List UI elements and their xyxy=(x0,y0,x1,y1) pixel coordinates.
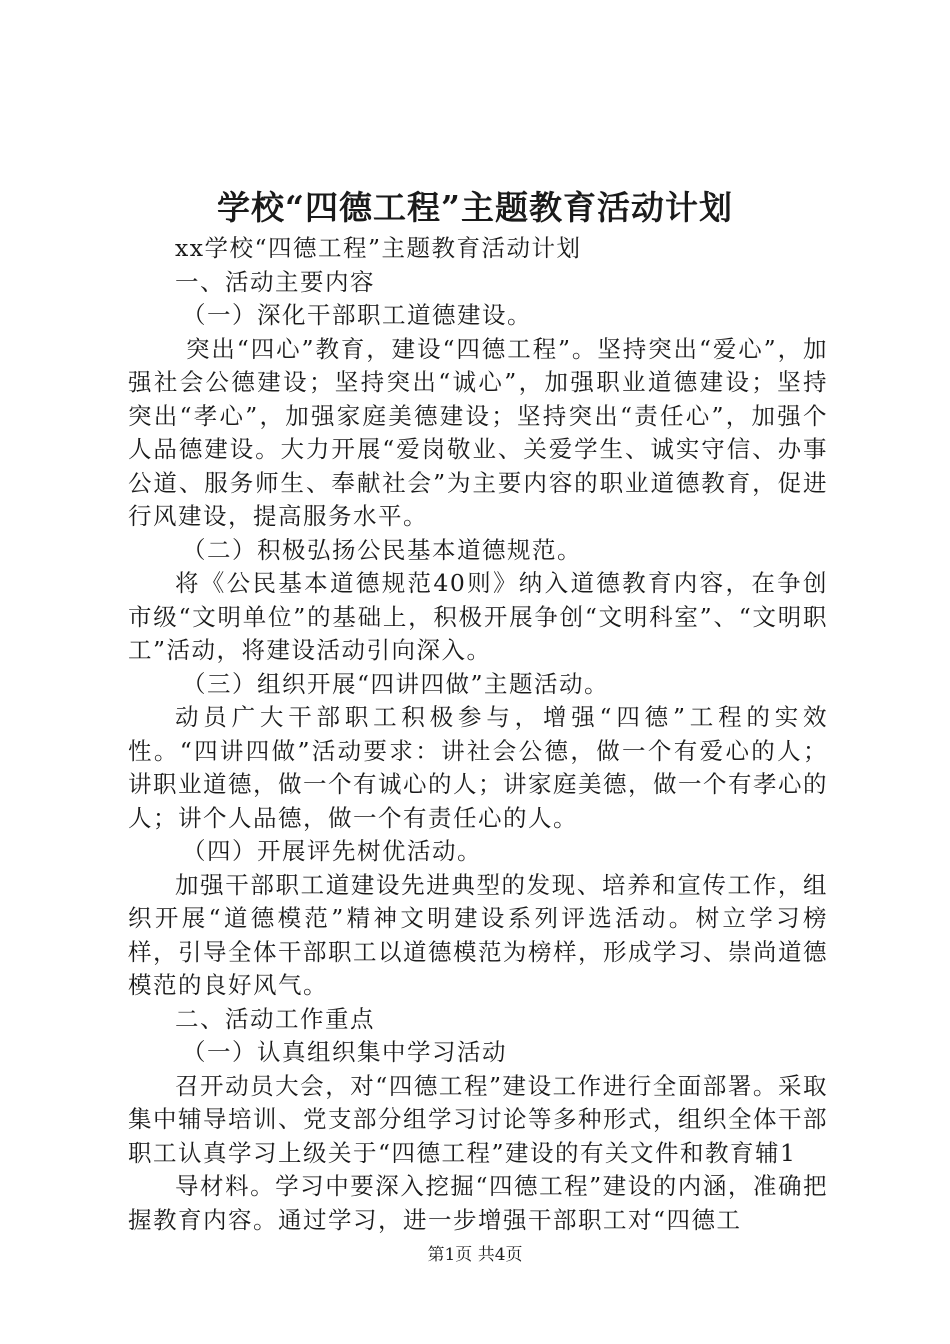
section-heading: 一、活动主要内容 xyxy=(175,267,375,296)
document-title: 学校“四德工程”主题教育活动计划 xyxy=(217,188,733,227)
paragraph: 导材料。学习中要深入挖掘“四德工程”建设的内涵，准确把握教育内容。通过学习，进一步增强干部职工对“四德工 xyxy=(128,1172,828,1234)
document-body xyxy=(128,232,828,1237)
subsection-heading: （一）认真组织集中学习活动 xyxy=(182,1038,507,1066)
paragraph: 动员广大干部职工积极参与，增强“四德”工程的实效性。“四讲四做”活动要求：讲社会公德，做一个有爱心的人；讲职业道德，做一个有诚心的人；讲家庭美德，做一个有孝心的人；讲个人品德，做一个有责任心的人。 xyxy=(128,703,828,832)
paragraph: 召开动员大会，对“四德工程”建设工作进行全面部署。采取集中辅导培训、党支部分组学习讨论等多种形式，组织全体干部职工认真学习上级关于“四德工程”建设的有关文件和教育辅1 xyxy=(128,1071,828,1167)
paragraph: 加强干部职工道建设先进典型的发现、培养和宣传工作，组织开展“道德模范”精神文明建设系列评选活动。树立学习榜样，引导全体干部职工以道德模范为榜样，形成学习、崇尚道德模范的良好风气。 xyxy=(128,870,828,999)
subsection-heading: （四）开展评先树优活动。 xyxy=(182,837,482,865)
subsection-heading: （二）积极弘扬公民基本道德规范。 xyxy=(182,535,582,564)
body-heading: xx学校“四德工程”主题教育活动计划 xyxy=(175,234,582,262)
subsection-heading: （三）组织开展“四讲四做”主题活动。 xyxy=(182,669,610,698)
section-heading: 二、活动工作重点 xyxy=(175,1004,375,1033)
paragraph: 将《公民基本道德规范40则》纳入道德教育内容，在争创市级“文明单位”的基础上，积极开展争创“文明科室”、“文明职工”活动，将建设活动引向深入。 xyxy=(128,569,828,664)
subsection-heading: （一）深化干部职工道德建设。 xyxy=(182,301,532,329)
paragraph: 突出“四心”教育，建设“四德工程”。坚持突出“爱心”，加强社会公德建设；坚持突出“诚心”，加强职业道德建设；坚持突出“孝心”，加强家庭美德建设；坚持突出“责任心”，加强个人品德建设。大力开展“爱岗敬业、关爱学生、诚实守信、办事公道、服务师生、奉献社会”为主要内容的职业道德教育，促进行风建设，提高服务水平。 xyxy=(128,334,828,530)
page-number-footer: 第1页 共4页 xyxy=(427,1245,523,1265)
